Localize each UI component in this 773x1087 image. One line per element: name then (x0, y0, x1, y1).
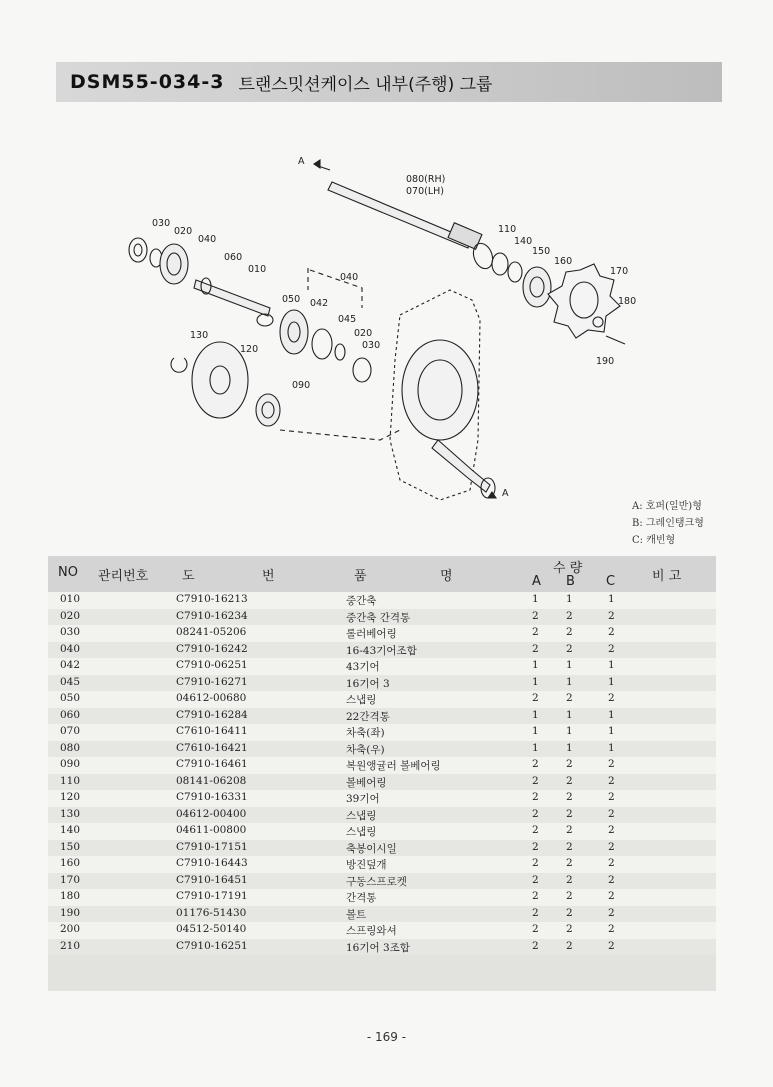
cell-no: 140 (60, 824, 81, 836)
group-code: DSM55-034-3 (70, 71, 225, 93)
cell-drawing: C7910-16271 (176, 675, 248, 688)
table-row (48, 873, 716, 890)
cell-b: 2 (566, 807, 573, 820)
cell-drawing: C7910-06251 (176, 659, 248, 671)
legend-item: C: 캐빈형 (632, 535, 676, 546)
cell-name: 39기어 (346, 793, 380, 805)
cell-drawing: C7910-16234 (176, 609, 248, 622)
cell-c: 2 (608, 758, 615, 770)
cell-a: 2 (532, 609, 539, 622)
cell-no: 210 (60, 939, 81, 952)
legend-item: B: 그레인탱크형 (632, 518, 704, 529)
cell-a: 1 (532, 675, 539, 688)
cell-no: 040 (60, 642, 81, 655)
callout-label: 170 (610, 266, 629, 277)
cell-a: 1 (532, 725, 539, 737)
cell-c: 2 (608, 939, 615, 952)
cell-name: 구동스프로켓 (346, 875, 407, 888)
cell-a: 2 (532, 906, 539, 919)
cell-c: 2 (608, 923, 615, 935)
callout-label: 190 (596, 356, 615, 367)
cell-name: 스냅링 (346, 809, 377, 822)
cell-no: 130 (60, 807, 81, 820)
cell-a: 2 (532, 939, 539, 952)
cell-c: 2 (608, 642, 615, 655)
cell-name: 복원앵귤러 볼베어링 (346, 760, 441, 772)
cell-b: 2 (566, 906, 573, 919)
cell-drawing: C7910-16451 (176, 873, 248, 886)
table-row (48, 774, 716, 791)
cell-b: 1 (566, 659, 573, 671)
cell-c: 1 (608, 741, 615, 754)
cell-b: 2 (566, 873, 573, 886)
cell-b: 2 (566, 692, 573, 704)
col-drawing-1: 도 (182, 569, 195, 584)
callout-label: 160 (554, 256, 573, 267)
table-row (48, 840, 716, 857)
cell-c: 2 (608, 626, 615, 638)
cell-no: 120 (60, 791, 81, 803)
callout-label: 020 (174, 226, 193, 237)
cell-name: 방진덮개 (346, 859, 387, 871)
cell-c: 2 (608, 774, 615, 787)
col-c: C (606, 574, 616, 589)
callout-label: 020 (354, 328, 373, 339)
cell-c: 1 (608, 593, 615, 605)
callout-label: 080(RH) (406, 174, 446, 185)
cell-drawing: 08141-06208 (176, 774, 247, 787)
table-row (48, 757, 716, 774)
col-mgmt: 관리번호 (98, 569, 149, 584)
table-row (48, 708, 716, 725)
cell-no: 080 (60, 741, 81, 754)
cell-c: 1 (608, 675, 615, 688)
cell-name: 16기어 3 (346, 677, 390, 690)
cell-a: 1 (532, 593, 539, 605)
cell-b: 1 (566, 593, 573, 605)
cell-drawing: C7910-16251 (176, 939, 248, 952)
cell-no: 180 (60, 890, 81, 902)
callout-label: 130 (190, 330, 209, 341)
parts-table (48, 556, 716, 991)
cell-no: 030 (60, 626, 81, 638)
cell-b: 2 (566, 890, 573, 902)
legend-item: A: 호퍼(일반)형 (632, 501, 702, 512)
callout-label: 090 (292, 380, 311, 391)
table-row (48, 691, 716, 708)
cell-a: 2 (532, 642, 539, 655)
cell-b: 2 (566, 626, 573, 638)
table-row (48, 889, 716, 906)
table-body (48, 592, 716, 955)
cell-a: 2 (532, 857, 539, 869)
cell-a: 1 (532, 741, 539, 754)
table-row (48, 741, 716, 758)
col-remark: 비 고 (652, 569, 682, 584)
cell-a: 2 (532, 692, 539, 704)
cell-drawing: C7610-16411 (176, 725, 248, 737)
cell-a: 1 (532, 708, 539, 721)
cell-no: 045 (60, 675, 81, 688)
callout-label: 180 (618, 296, 637, 307)
cell-name: 중간축 (346, 595, 377, 607)
page-header (56, 62, 722, 102)
diagram-callouts (152, 156, 636, 499)
table-row (48, 807, 716, 824)
cell-a: 2 (532, 774, 539, 787)
cell-b: 2 (566, 857, 573, 869)
table-row (48, 625, 716, 642)
table-row (48, 939, 716, 956)
cell-c: 2 (608, 692, 615, 704)
cell-name: 스프링와셔 (346, 925, 397, 937)
callout-label: 150 (532, 246, 551, 257)
cell-c: 2 (608, 824, 615, 836)
cell-no: 160 (60, 857, 81, 869)
callout-label: 042 (310, 298, 329, 309)
cell-name: 간격통 (346, 892, 377, 904)
cell-drawing: 04612-00400 (176, 807, 247, 820)
table-footer (48, 955, 716, 991)
cell-name: 볼트 (346, 908, 367, 921)
cell-b: 2 (566, 840, 573, 853)
table-row (48, 675, 716, 692)
cell-a: 2 (532, 824, 539, 836)
cell-no: 050 (60, 692, 81, 704)
cell-no: 042 (60, 659, 81, 671)
table-row (48, 724, 716, 741)
col-b: B (566, 574, 575, 589)
cell-c: 1 (608, 708, 615, 721)
model-legend (632, 498, 704, 549)
callout-label: 050 (282, 294, 301, 305)
cell-drawing: C7610-16421 (176, 741, 248, 754)
cell-c: 2 (608, 609, 615, 622)
col-name-2: 명 (440, 569, 453, 584)
cell-c: 2 (608, 906, 615, 919)
callout-label: 010 (248, 264, 267, 275)
cell-a: 2 (532, 923, 539, 935)
table-row (48, 823, 716, 840)
cell-b: 1 (566, 708, 573, 721)
cell-no: 090 (60, 758, 81, 770)
arrow-label: A (502, 488, 509, 499)
callout-label: 060 (224, 252, 243, 263)
cell-name: 스냅링 (346, 826, 377, 838)
cell-a: 2 (532, 873, 539, 886)
cell-drawing: C7910-16242 (176, 642, 248, 655)
table-row (48, 642, 716, 659)
cell-drawing: C7910-17151 (176, 840, 248, 853)
cell-name: 16-43기어조합 (346, 644, 417, 657)
arrow-label: A (298, 156, 305, 167)
cell-a: 2 (532, 758, 539, 770)
exploded-parts-diagram (100, 140, 740, 560)
callout-label: 110 (498, 224, 517, 235)
cell-b: 1 (566, 725, 573, 737)
cell-b: 2 (566, 824, 573, 836)
col-name-1: 품 (354, 569, 367, 584)
cell-no: 200 (60, 923, 81, 935)
table-row (48, 790, 716, 807)
cell-c: 2 (608, 857, 615, 869)
cell-no: 060 (60, 708, 81, 721)
cell-name: 스냅링 (346, 694, 377, 706)
cell-drawing: 04611-00800 (176, 824, 247, 836)
col-a: A (532, 574, 541, 589)
callout-label: 030 (362, 340, 381, 351)
cell-name: 22간격통 (346, 710, 390, 723)
cell-name: 볼베어링 (346, 776, 387, 789)
cell-drawing: 08241-05206 (176, 626, 247, 638)
cell-no: 150 (60, 840, 81, 853)
callout-label: 040 (340, 272, 359, 283)
cell-drawing: C7910-16284 (176, 708, 248, 721)
cell-a: 2 (532, 840, 539, 853)
cell-no: 070 (60, 725, 81, 737)
cell-no: 020 (60, 609, 81, 622)
cell-b: 2 (566, 758, 573, 770)
cell-name: 16기어 3조합 (346, 941, 410, 954)
cell-no: 110 (60, 774, 81, 787)
cell-b: 2 (566, 609, 573, 622)
table-row (48, 592, 716, 609)
cell-b: 2 (566, 791, 573, 803)
table-row (48, 922, 716, 939)
cell-a: 2 (532, 791, 539, 803)
cell-c: 2 (608, 840, 615, 853)
col-no: NO (58, 565, 78, 580)
cell-c: 2 (608, 890, 615, 902)
cell-a: 2 (532, 626, 539, 638)
cell-drawing: 01176-51430 (176, 906, 247, 919)
col-drawing-2: 번 (262, 569, 275, 584)
cell-drawing: C7910-16461 (176, 758, 248, 770)
callout-label: 140 (514, 236, 533, 247)
callout-label: 120 (240, 344, 259, 355)
cell-b: 1 (566, 675, 573, 688)
cell-no: 010 (60, 593, 81, 605)
page-number: - 169 - (366, 1030, 407, 1044)
callout-label: 030 (152, 218, 171, 229)
cell-drawing: C7910-16443 (176, 857, 248, 869)
cell-b: 1 (566, 741, 573, 754)
cell-b: 2 (566, 774, 573, 787)
cell-c: 1 (608, 659, 615, 671)
callout-label: 040 (198, 234, 217, 245)
cell-drawing: 04512-50140 (176, 923, 247, 935)
cell-name: 43기어 (346, 661, 380, 673)
cell-a: 2 (532, 890, 539, 902)
cell-drawing: 04612-00680 (176, 692, 247, 704)
cell-name: 차축(좌) (346, 727, 385, 739)
cell-b: 2 (566, 939, 573, 952)
cell-b: 2 (566, 642, 573, 655)
cell-b: 2 (566, 923, 573, 935)
cell-name: 중간축 간격통 (346, 611, 411, 624)
cell-drawing: C7910-16213 (176, 593, 248, 605)
cell-drawing: C7910-17191 (176, 890, 248, 902)
table-header (48, 556, 716, 592)
cell-drawing: C7910-16331 (176, 791, 248, 803)
cell-no: 190 (60, 906, 81, 919)
cell-a: 2 (532, 807, 539, 820)
table-row (48, 609, 716, 626)
cell-name: 축봉이시일 (346, 842, 397, 855)
cell-c: 2 (608, 791, 615, 803)
cell-name: 차축(우) (346, 743, 385, 756)
cell-name: 롤러베어링 (346, 628, 397, 640)
table-row (48, 856, 716, 873)
callout-label: 045 (338, 314, 357, 325)
cell-a: 1 (532, 659, 539, 671)
cell-c: 2 (608, 807, 615, 820)
table-row (48, 658, 716, 675)
table-row (48, 906, 716, 923)
callout-label: 070(LH) (406, 186, 444, 197)
cell-c: 2 (608, 873, 615, 886)
group-title: 트랜스밋션케이스 내부(주행) 그룹 (238, 74, 493, 95)
cell-c: 1 (608, 725, 615, 737)
cell-no: 170 (60, 873, 81, 886)
col-qty: 수 량 (553, 561, 583, 576)
